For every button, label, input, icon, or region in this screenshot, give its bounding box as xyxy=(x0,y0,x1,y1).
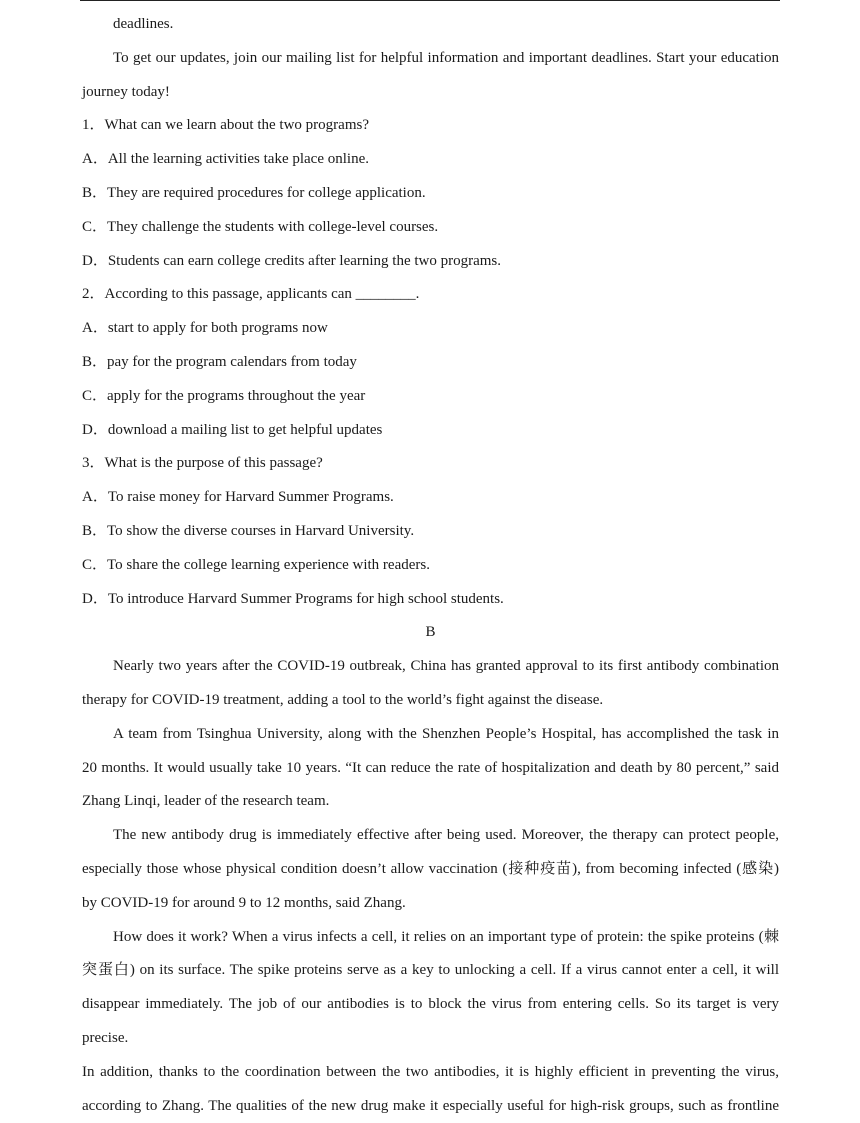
option-a: A．All the learning activities take place online. xyxy=(82,143,779,177)
option-a: A．start to apply for both programs now xyxy=(82,312,779,346)
paragraph-line: especially those whose physical condition doesn’t allow vaccination (接种疫苗), from becoming infected (感染) xyxy=(82,853,779,887)
paragraph-line: How does it work? When a virus infects a cell, it relies on an important type of protein: the spike proteins (棘 xyxy=(82,921,779,955)
paragraph-line: according to Zhang. The qualities of the new drug make it especially useful for high-risk groups, such as frontline xyxy=(82,1090,779,1123)
option-d: D．download a mailing list to get helpful updates xyxy=(82,414,779,448)
option-b: B．They are required procedures for college application. xyxy=(82,177,779,211)
question-stem: 2．According to this passage, applicants can ________. xyxy=(82,278,779,312)
option-c: C．To share the college learning experience with readers. xyxy=(82,549,779,583)
question-1 xyxy=(82,109,779,278)
section-b-heading: B xyxy=(82,616,779,650)
option-b: B．To show the diverse courses in Harvard University. xyxy=(82,515,779,549)
passage-a-closing-paragraph: To get our updates, join our mailing list for helpful information and important deadlines. Start your education journey today! xyxy=(82,42,779,110)
paragraph-line: by COVID-19 for around 9 to 12 months, said Zhang. xyxy=(82,887,779,921)
option-d: D．Students can earn college credits after learning the two programs. xyxy=(82,245,779,279)
page-top-rule xyxy=(80,0,780,1)
section-b-paragraph-1 xyxy=(82,650,779,718)
paragraph-line: 突蛋白) on its surface. The spike proteins serve as a key to unlocking a cell. If a virus cannot enter a cell, it will xyxy=(82,954,779,988)
question-stem: 3．What is the purpose of this passage? xyxy=(82,447,779,481)
paragraph-line: therapy for COVID-19 treatment, adding a tool to the world’s fight against the disease. xyxy=(82,684,779,718)
question-2 xyxy=(82,278,779,447)
question-3 xyxy=(82,447,779,616)
option-c: C．apply for the programs throughout the year xyxy=(82,380,779,414)
paragraph-line: The new antibody drug is immediately effective after being used. Moreover, the therapy can protect people, xyxy=(82,819,779,853)
section-b-paragraph-4 xyxy=(82,921,779,1123)
section-b-paragraph-3 xyxy=(82,819,779,920)
option-c: C．They challenge the students with college-level courses. xyxy=(82,211,779,245)
paragraph-line: Nearly two years after the COVID-19 outbreak, China has granted approval to its first antibody combination xyxy=(82,650,779,684)
question-stem: 1．What can we learn about the two programs? xyxy=(82,109,779,143)
paragraph-line: 20 months. It would usually take 10 years. “It can reduce the rate of hospitalization and death by 80 percent,” said xyxy=(82,752,779,786)
paragraph-line: Zhang Linqi, leader of the research team. xyxy=(82,785,779,819)
option-b: B．pay for the program calendars from today xyxy=(82,346,779,380)
section-b-paragraph-2 xyxy=(82,718,779,819)
option-a: A．To raise money for Harvard Summer Programs. xyxy=(82,481,779,515)
paragraph-line: A team from Tsinghua University, along with the Shenzhen People’s Hospital, has accomplished the task in xyxy=(82,718,779,752)
paragraph-line: disappear immediately. The job of our antibodies is to block the virus from entering cells. So its target is very precise. xyxy=(82,988,779,1056)
passage-a-tail-line: deadlines. xyxy=(82,8,779,42)
option-d: D．To introduce Harvard Summer Programs for high school students. xyxy=(82,583,779,617)
paragraph-line: In addition, thanks to the coordination between the two antibodies, it is highly efficient in preventing the virus, xyxy=(82,1056,779,1090)
document-page xyxy=(82,8,779,1123)
